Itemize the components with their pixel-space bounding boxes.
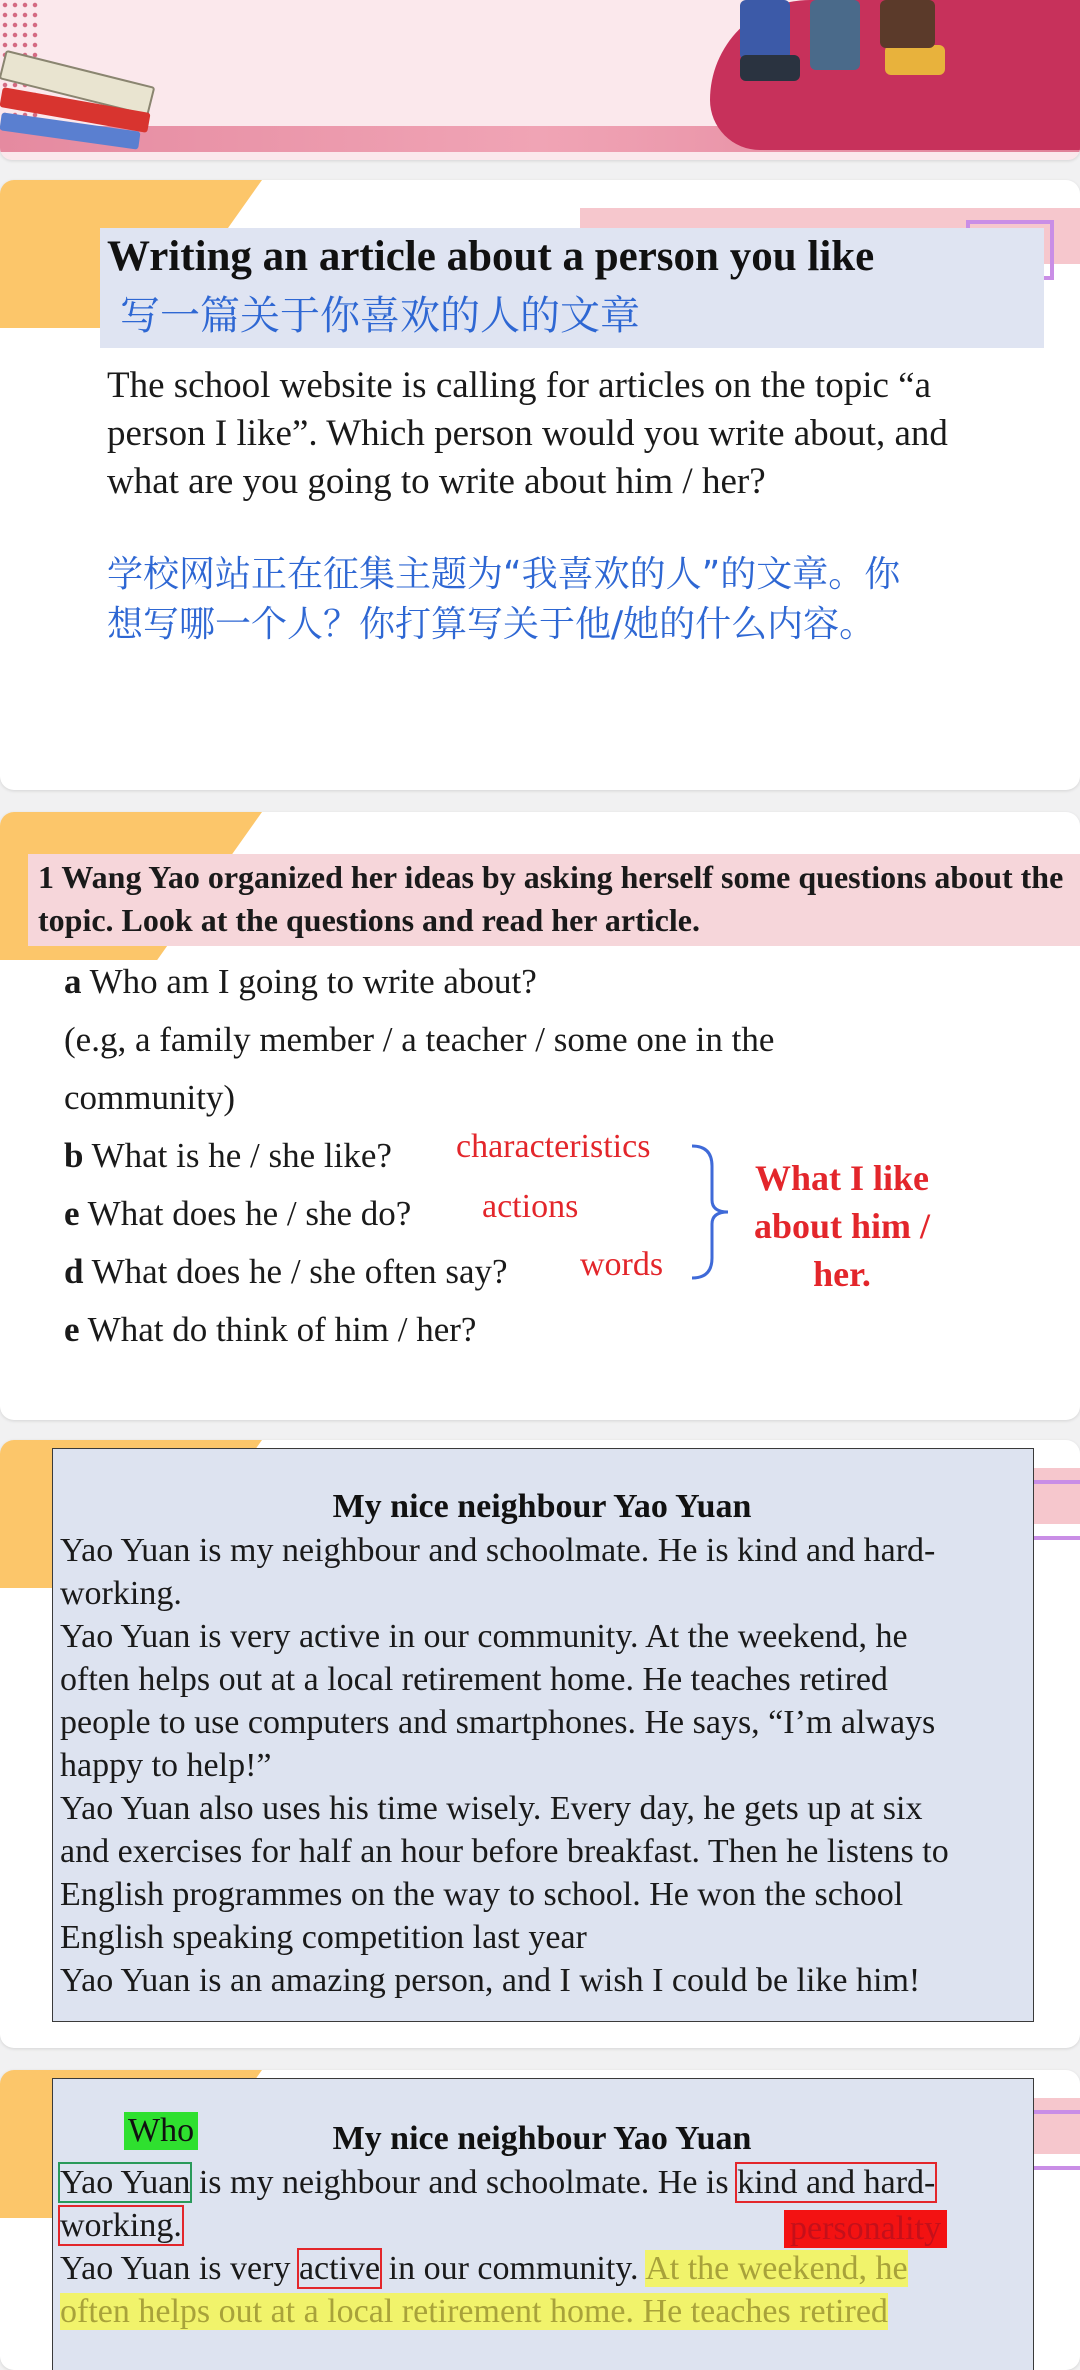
- article-line-2: working.: [60, 1575, 182, 1612]
- questions-card: [0, 812, 1080, 1420]
- question-c: e What does he / she do?: [64, 1194, 412, 1233]
- article-line-4: often helps out at a local retirement home. He teaches retired: [60, 1661, 888, 1698]
- curly-brace-icon: [686, 1142, 736, 1282]
- purple-frame-decoration: [1030, 2110, 1080, 2170]
- article-line-8: and exercises for half an hour before breakfast. Then he listens to: [60, 1833, 949, 1870]
- task-paragraph-line-2: person I like”. Which person would you write about, and: [107, 413, 948, 454]
- article-line-9: English programmes on the way to school. He won the school: [60, 1876, 904, 1913]
- article-title: My nice neighbour Yao Yuan: [332, 2120, 752, 2157]
- article-line-11: Yao Yuan is an amazing person, and I wish I could be like him!: [60, 1962, 921, 1999]
- question-e: e What do think of him / her?: [64, 1310, 477, 1349]
- annotated-line-3: Yao Yuan is very active in our community. At the weekend, he: [60, 2250, 908, 2287]
- article-line-5: people to use computers and smartphones. He says, “I’m always: [60, 1704, 936, 1741]
- label-characteristics: characteristics: [456, 1128, 651, 1165]
- question-b: b What is he / she like?: [64, 1136, 392, 1175]
- task-paragraph-line-1: The school website is calling for articles on the topic “a: [107, 365, 932, 406]
- question-d: d What does he / she often say?: [64, 1252, 508, 1291]
- label-words: words: [580, 1246, 664, 1283]
- top-banner-illustration: [0, 0, 1080, 160]
- annotated-article-card: [0, 2070, 1080, 2370]
- page-title-chinese: 写一篇关于你喜欢的人的文章: [120, 293, 640, 339]
- walking-legs-illustration-2: [810, 0, 860, 70]
- walking-legs-illustration-3: [880, 0, 935, 48]
- task-paragraph-chinese-line-2: 想写哪一个人？你打算写关于他/她的什么内容。: [107, 604, 876, 645]
- shoe-illustration: [885, 45, 945, 75]
- article-line-1: Yao Yuan is my neighbour and schoolmate. He is kind and hard-: [60, 1532, 936, 1569]
- question-a: a Who am I going to write about?: [64, 962, 537, 1001]
- annotated-line-4: often helps out at a local retirement home. He teaches retired: [60, 2293, 888, 2330]
- article-title: My nice neighbour Yao Yuan: [332, 1488, 752, 1525]
- shoe-illustration-2: [740, 55, 800, 81]
- task-paragraph-line-3: what are you going to write about him / her?: [107, 461, 766, 502]
- article-card: [0, 1440, 1080, 2048]
- article-line-3: Yao Yuan is very active in our community. At the weekend, he: [60, 1618, 908, 1655]
- article-line-6: happy to help!”: [60, 1747, 272, 1784]
- tag-who: Who: [124, 2112, 198, 2150]
- annotated-line-1: Yao Yuan is my neighbour and schoolmate. He is kind and hard-: [60, 2164, 936, 2201]
- page-title: Writing an article about a person you like: [107, 233, 875, 280]
- task-paragraph-chinese-line-1: 学校网站正在征集主题为“我喜欢的人”的文章。你: [107, 554, 901, 595]
- tag-personality: personality: [784, 2210, 947, 2248]
- question-a-example-cont: community): [64, 1078, 236, 1117]
- question-a-example: (e.g, a family member / a teacher / some one in the: [64, 1020, 775, 1059]
- writing-task-card: [0, 180, 1080, 790]
- article-line-10: English speaking competition last year: [60, 1919, 587, 1956]
- article-line-7: Yao Yuan also uses his time wisely. Every day, he gets up at six: [60, 1790, 923, 1827]
- walking-legs-illustration: [740, 0, 790, 60]
- label-actions: actions: [482, 1188, 579, 1225]
- instruction-text: 1 Wang Yao organized her ideas by asking herself some questions about the topic. Look at the questions and read her article.: [38, 859, 1064, 938]
- purple-frame-decoration: [1030, 1480, 1080, 1540]
- annotated-line-2: working.: [60, 2207, 182, 2244]
- what-i-like-label: What I like about him / her.: [753, 1158, 931, 1294]
